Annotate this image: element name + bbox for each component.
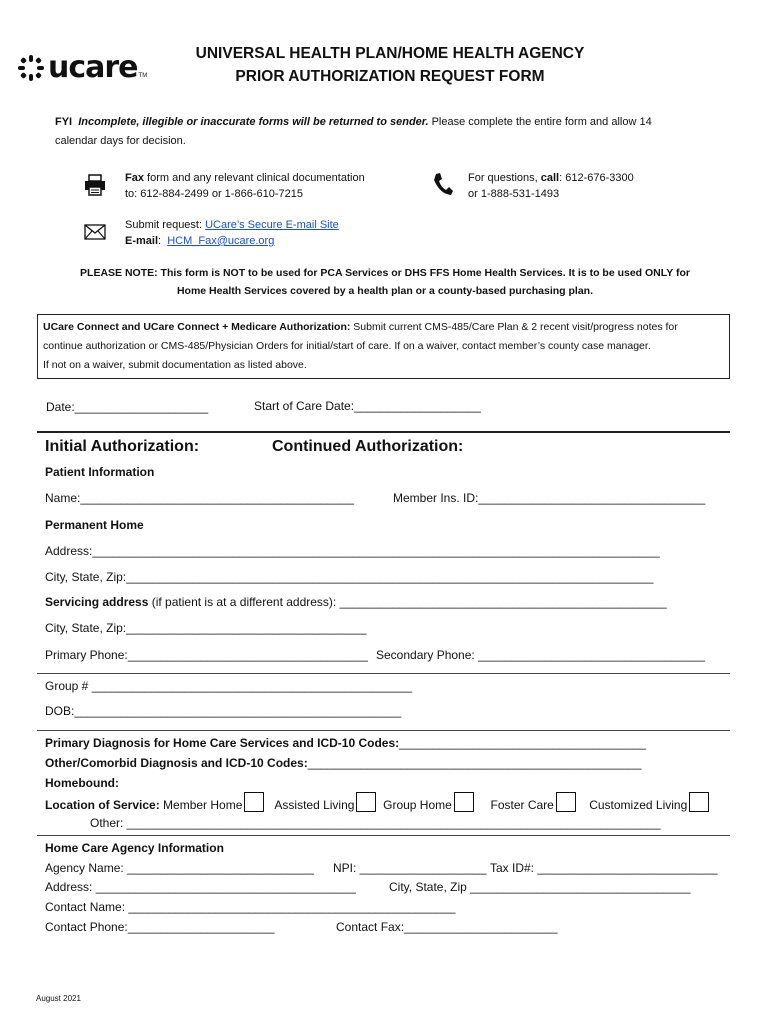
phone-pre: For questions, [468, 172, 541, 184]
phone-info [468, 170, 634, 202]
continued-authorization[interactable]: Continued Authorization: [272, 438, 464, 455]
initial-authorization[interactable]: Initial Authorization: [45, 438, 200, 455]
divider [37, 835, 730, 836]
email-pre: Submit request: [125, 219, 206, 231]
fyi-warning: Incomplete, illegible or inaccurate forms will be returned to sender. [78, 116, 429, 128]
box-line3: If not on a waiver, submit documentation as listed above. [43, 359, 307, 371]
contact-phone-field[interactable]: Contact Phone:______________________ [45, 920, 275, 934]
fax-numbers: to: 612-884-2499 or 1-866-610-7215 [125, 188, 303, 200]
city-state-zip-field[interactable]: City, State, Zip:_______________________________________________________________________________ [45, 570, 654, 584]
npi-field[interactable]: NPI: ___________________ [333, 861, 487, 875]
form-title-line1: UNIVERSAL HEALTH PLAN/HOME HEALTH AGENCY [195, 45, 585, 62]
divider [37, 431, 730, 433]
homebound-label: Homebound: [45, 776, 119, 790]
date-field[interactable] [46, 400, 208, 414]
city-state-zip-2-field[interactable]: City, State, Zip:____________________________________ [45, 621, 367, 635]
address-field[interactable]: Address:_____________________________________________________________________________________ [45, 544, 660, 558]
primary-diagnosis-label: Primary Diagnosis for Home Care Services and ICD-10 Codes: [45, 736, 400, 750]
fyi-line2: calendar days for decision. [55, 135, 186, 147]
agency-info-header: Home Care Agency Information [45, 841, 224, 855]
patient-name-field[interactable]: Name:_________________________________________ [45, 491, 354, 505]
ucare-logo-mark-icon [18, 55, 44, 81]
primary-phone-field[interactable]: Primary Phone:____________________________________ [45, 648, 368, 662]
agency-address-field[interactable]: Address: _______________________________________ [45, 880, 356, 894]
customized-living-checkbox[interactable] [689, 792, 709, 812]
box-bold: UCare Connect and UCare Connect + Medicare Authorization: [43, 321, 351, 333]
fyi-label: FYI [55, 116, 73, 128]
fax-bold: Fax [125, 172, 144, 184]
box-line2: continue authorization or CMS-485/Physician Orders for initial/start of care. If on a waiver, contact member’s county case manager. [43, 340, 651, 352]
dob-field[interactable]: DOB:_________________________________________________ [45, 704, 402, 718]
group-home-checkbox[interactable] [454, 792, 474, 812]
fyi-rest: Please complete the entire form and allow 14 [428, 116, 652, 128]
divider [37, 673, 730, 674]
start-of-care-field[interactable] [254, 399, 481, 413]
phone-icon [432, 172, 454, 196]
note-line2: Home Health Services covered by a health plan or a county-based purchasing plan. [176, 285, 594, 297]
logo-tm: TM [138, 72, 148, 79]
member-home-checkbox[interactable] [244, 792, 264, 812]
fax-info [125, 170, 365, 202]
date-label: Date: [46, 400, 75, 414]
envelope-icon [84, 224, 106, 240]
divider [37, 730, 730, 731]
loc-custom-label: Customized Living [589, 798, 688, 812]
agency-name-field[interactable]: Agency Name: ____________________________ [45, 861, 314, 875]
email-address-link[interactable]: HCM_Fax@ucare.org [167, 235, 275, 247]
fyi-notice [55, 113, 695, 151]
assisted-living-checkbox[interactable] [356, 792, 376, 812]
form-title [150, 42, 630, 88]
phone-number-2: or 1-888-531-1493 [468, 188, 560, 200]
note-line1: PLEASE NOTE: This form is NOT to be used for PCA Services or DHS FFS Home Health Services. It is to be used ONLY for [80, 267, 690, 279]
group-field[interactable]: Group # ________________________________________________ [45, 679, 413, 693]
secondary-phone-field[interactable]: Secondary Phone: __________________________________ [376, 648, 705, 662]
loc-assisted-label: Assisted Living [274, 798, 355, 812]
permanent-home-header: Permanent Home [45, 518, 144, 532]
fax-printer-icon [84, 174, 106, 196]
loc-group-label: Group Home [383, 798, 452, 812]
servicing-address-field[interactable] [45, 595, 667, 609]
email-info: Submit request: UCare’s Secure E-mail Site E-mail: HCM_Fax@ucare.org [125, 219, 339, 247]
email-label: E-mail [125, 235, 159, 247]
other-diagnosis-label: Other/Comorbid Diagnosis and ICD-10 Codes: [45, 756, 308, 770]
phone-call: call [540, 172, 560, 184]
foster-care-checkbox[interactable] [556, 792, 576, 812]
contact-fax-field[interactable]: Contact Fax:_______________________ [336, 920, 558, 934]
primary-diagnosis-field[interactable] [45, 736, 646, 750]
member-id-field[interactable]: Member Ins. ID:__________________________________ [393, 491, 706, 505]
tax-id-field[interactable]: Tax ID#: ___________________________ [490, 861, 718, 875]
start-label: Start of Care Date: [254, 399, 355, 413]
patient-info-header: Patient Information [45, 465, 155, 479]
phone-number: : 612-676-3300 [559, 172, 634, 184]
form-title-line2: PRIOR AUTHORIZATION REQUEST FORM [235, 68, 545, 85]
location-of-service-row [45, 792, 709, 812]
ucare-connect-box [37, 314, 730, 379]
ucare-logo [18, 50, 147, 85]
loc-member-home-label: Member Home [159, 798, 243, 812]
other-diagnosis-field[interactable] [45, 756, 641, 770]
loc-foster-label: Foster Care [490, 798, 554, 812]
footer-date: August 2021 [36, 994, 81, 1003]
location-label: Location of Service: [45, 798, 160, 812]
secure-email-link[interactable]: UCare’s Secure E-mail Site [205, 219, 339, 231]
primary-diagnosis-line: _____________________________________ [399, 736, 647, 750]
box-text1: Submit current CMS-485/Care Plan & 2 recent visit/progress notes for [350, 321, 678, 333]
servicing-address-rest: (if patient is at a different address): _________________________________________________ [148, 595, 667, 609]
other-location-field[interactable]: Other: ________________________________________________________________________________ [90, 816, 661, 830]
date-line: ____________________ [74, 400, 209, 414]
other-diagnosis-line: __________________________________________________ [307, 756, 642, 770]
contact-name-field[interactable]: Contact Name: _________________________________________________ [45, 900, 456, 914]
start-line: ___________________ [354, 399, 481, 413]
logo-text: ucare [48, 50, 138, 85]
servicing-address-bold: Servicing address [45, 595, 149, 609]
fax-text: form and any relevant clinical documentation [143, 172, 365, 184]
agency-city-field[interactable]: City, State, Zip _________________________________ [389, 880, 691, 894]
please-note [40, 264, 730, 300]
